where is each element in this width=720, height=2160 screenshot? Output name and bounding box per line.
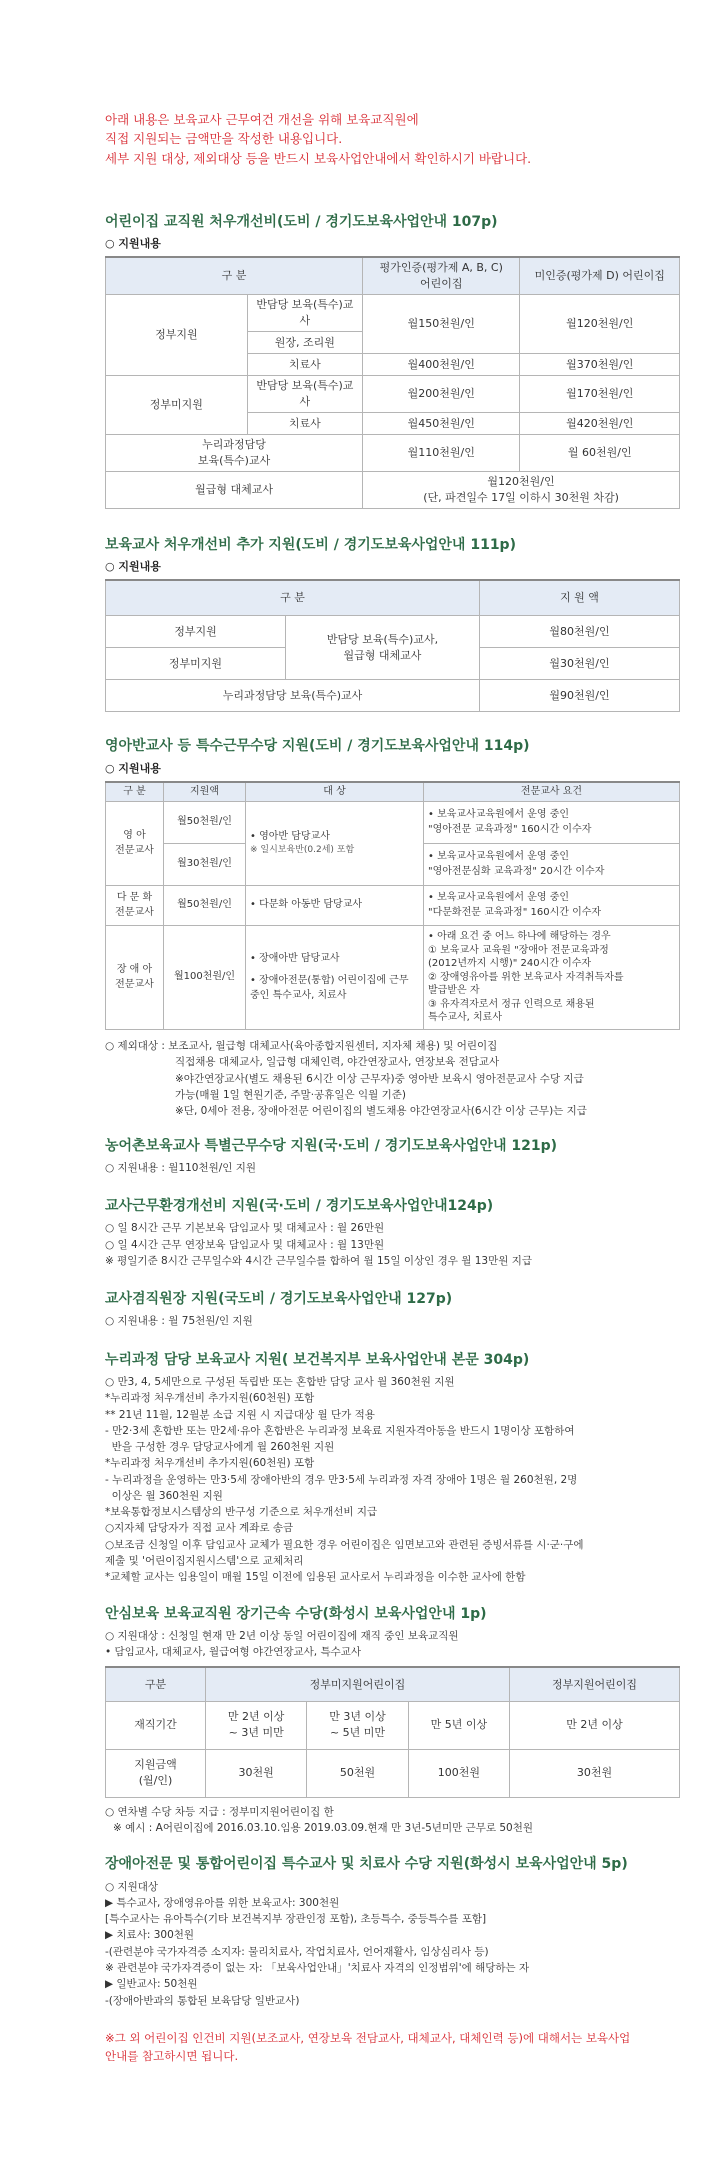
special-allowance-table <box>105 781 680 1031</box>
table-cell: 월30천원/인 <box>480 648 680 680</box>
cell-line: • 장애아전문(통합) 어린이집에 근무 중인 특수교사, 치료사 <box>250 975 409 1001</box>
note-line: ○ 제외대상 : 보조교사, 월급형 대체교사(육아종합지원센터, 지자체 채용) 및 어린이집 <box>105 1040 498 1053</box>
table-cell: 월90천원/인 <box>480 680 680 712</box>
note-line: ○ 지원내용 : 월110천원/인 지원 <box>105 1161 257 1174</box>
footer-line: 안내를 참고하시면 됩니다. <box>105 2049 239 2064</box>
section-title: 교사근무환경개선비 지원(국·도비 / 경기도보육사업안내124p) <box>105 1198 494 1215</box>
table-cell <box>363 471 680 508</box>
section-title: 어린이집 교직원 처우개선비(도비 / 경기도보육사업안내 107p) <box>105 214 498 231</box>
table-cell: 월100천원/인 <box>164 926 246 1030</box>
table-cell: 30천원 <box>206 1749 307 1797</box>
note-line: ○ 연차별 수당 차등 지급 : 정부미지원어린이집 한 <box>105 1805 334 1818</box>
row-sublabel: 반담당 보육(특수)교사, 월급형 대체교사 <box>286 616 480 680</box>
table-cell: 월50천원/인 <box>164 886 246 926</box>
table-cell: 월80천원/인 <box>480 616 680 648</box>
table-header: 정부지원어린이집 <box>510 1667 680 1701</box>
note-line: ※야간연장교사(별도 채용된 6시간 이상 근무자)중 영아반 보육시 영아전문교사 수당 지급 <box>175 1072 584 1085</box>
additional-table <box>105 579 680 713</box>
table-cell: 월120천원/인 <box>520 295 680 354</box>
note-line: • 담임교사, 대체교사, 월급여형 야간연장교사, 특수교사 <box>105 1646 362 1659</box>
table-header: 대 상 <box>246 782 424 802</box>
row-label: 다 문 화 전문교사 <box>106 886 164 926</box>
table-header: 전문교사 요건 <box>424 782 680 802</box>
row-label: 누리과정담당 보육(특수)교사 <box>106 680 480 712</box>
table-cell: 만 2년 이상 ~ 3년 미만 <box>206 1701 307 1749</box>
row-label: 지원금액 (월/인) <box>106 1749 206 1797</box>
note-line: -(장애아반과의 통합된 보육담당 일반교사) <box>105 1994 300 2007</box>
table-cell: • 보육교사교육원에서 운영 중인 "영아전문 교육과정" 160시간 이수자 <box>424 802 680 844</box>
table-header: 지 원 액 <box>480 580 680 616</box>
note-block <box>105 1804 680 1837</box>
section-title: 영아반교사 등 특수근무수당 지원(도비 / 경기도보육사업안내 114p) <box>105 738 530 755</box>
note-line: ○ 일 4시간 근무 연장보육 담임교사 및 대체교사 : 월 13만원 <box>105 1238 385 1251</box>
table-header: 구 분 <box>106 257 363 294</box>
row-sublabel: 반담당 보육(특수)교사 <box>247 376 362 413</box>
table-header: 정부미지원어린이집 <box>206 1667 510 1701</box>
section-title: 장애아전문 및 통합어린이집 특수교사 및 치료사 수당 지원(화성시 보육사업안내 5p) <box>105 1856 628 1873</box>
note-line: ※ 관련분야 국가자격증이 없는 자: 「보육사업안내」'치료사 자격의 인정범위'에 해당하는 자 <box>105 1961 530 1974</box>
row-label: 정부미지원 <box>106 648 286 680</box>
table-cell: 100천원 <box>408 1749 509 1797</box>
row-label: 정부지원 <box>106 616 286 648</box>
table-header: 미인증(평가제 D) 어린이집 <box>520 257 680 294</box>
section-title: 교사겸직원장 지원(국도비 / 경기도보육사업안내 127p) <box>105 1291 453 1308</box>
note-line: ○지자체 담당자가 직접 교사 계좌로 송금 <box>105 1522 294 1535</box>
note-line: *교체할 교사는 임용일이 매월 15일 이전에 임용된 교사로서 누리과정을 이수한 교사에 한함 <box>105 1571 526 1584</box>
table-cell: 만 5년 이상 <box>408 1701 509 1749</box>
section-subtitle: ○ 지원내용 <box>105 761 161 775</box>
note-line: ○ 지원대상 : 신청일 현재 만 2년 이상 동일 어린이집에 재직 중인 보육교직원 <box>105 1629 459 1642</box>
section-title: 농어촌보육교사 특별근무수당 지원(국·도비 / 경기도보육사업안내 121p) <box>105 1137 557 1154</box>
table-cell: 월30천원/인 <box>164 844 246 886</box>
row-label: 정부미지원 <box>106 376 248 435</box>
table-cell <box>246 802 424 886</box>
table-header: 지원액 <box>164 782 246 802</box>
footer-notice <box>105 2029 680 2066</box>
row-sublabel: 원장, 조리원 <box>247 332 362 354</box>
note-line: *누리과정 처우개선비 추가지원(60천원) 포함 <box>105 1457 315 1470</box>
table-cell: • 다문화 아동반 담당교사 <box>246 886 424 926</box>
row-label: 장 애 아 전문교사 <box>106 926 164 1030</box>
table-header: 구 분 <box>106 580 480 616</box>
table-cell: • 아래 요건 중 어느 하나에 해당하는 경우 ① 보육교사 교육원 "장애아 전문교육과정 (2012년까지 시행)" 240시간 이수자 ② 장애영유아를 위한 보육교사 자격취득자를 발급받은 자 ③ 유자격자로서 정규 인력으로 채용된 특수교사, 치료사 <box>424 926 680 1030</box>
note-block <box>105 1220 680 1269</box>
intro-line: 세부 지원 대상, 제외대상 등을 반드시 보육사업안내에서 확인하시기 바랍니다. <box>105 150 532 166</box>
cell-note: ※ 일시보육반(0.2세) 포함 <box>250 845 355 856</box>
note-line: ※단, 0세아 전용, 장애아전문 어린이집의 별도채용 야간연장교사(6시간 이상 근무)는 지급 <box>175 1105 587 1118</box>
note-line: [특수교사는 유아특수(기타 보건복지부 장관인정 포함), 초등특수, 중등특수를 포함] <box>105 1913 487 1926</box>
intro-notice <box>105 110 680 168</box>
row-label: 영 아 전문교사 <box>106 802 164 886</box>
note-line: ▶ 일반교사: 50천원 <box>105 1978 198 1991</box>
section-title: 누리과정 담당 보육교사 지원( 보건복지부 보육사업안내 본문 304p) <box>105 1351 530 1368</box>
note-line: ○ 일 8시간 근무 기본보육 담임교사 및 대체교사 : 월 26만원 <box>105 1222 385 1235</box>
table-cell: 만 2년 이상 <box>510 1701 680 1749</box>
table-cell: 월200천원/인 <box>363 376 520 413</box>
note-line: ※ 평일기준 8시간 근무일수와 4시간 근무일수를 합하여 월 15일 이상인 경우 월 13만원 지급 <box>105 1254 532 1267</box>
table-cell: 월420천원/인 <box>520 412 680 434</box>
long-service-table <box>105 1666 680 1798</box>
note-line: 제출 및 '어린이집지원시스템'으로 교체처리 <box>105 1554 304 1567</box>
intro-line: 직접 지원되는 금액만을 작성한 내용입니다. <box>105 131 343 147</box>
table-cell: 월110천원/인 <box>363 434 520 471</box>
row-label: 재직기간 <box>106 1701 206 1749</box>
section-subtitle: ○ 지원내용 <box>105 560 161 574</box>
row-sublabel: 치료사 <box>247 412 362 434</box>
row-sublabel: 반담당 보육(특수)교사 <box>247 295 362 332</box>
table-header: 구분 <box>106 1667 206 1701</box>
row-label: 월급형 대체교사 <box>106 471 363 508</box>
note-line: ** 21년 11월, 12월분 소급 지원 시 지급대상 월 단가 적용 <box>105 1408 375 1421</box>
note-line: 직접채용 대체교사, 일급형 대체인력, 야간연장교사, 연장보육 전담교사 <box>175 1056 500 1069</box>
table-cell: 월400천원/인 <box>363 354 520 376</box>
note-line: ○ 만3, 4, 5세만으로 구성된 독립반 또는 혼합반 담당 교사 월 360천원 지원 <box>105 1376 455 1389</box>
exclusion-notes <box>105 1038 680 1119</box>
table-cell: • 보육교사교육원에서 운영 중인 "다문화전문 교육과정" 160시간 이수자 <box>424 886 680 926</box>
note-line: 이상은 월 360천원 지원 <box>105 1489 223 1502</box>
section-title: 보육교사 처우개선비 추가 지원(도비 / 경기도보육사업안내 111p) <box>105 536 516 553</box>
table-cell: 월50천원/인 <box>164 802 246 844</box>
note-line: ▶ 특수교사, 장애영유아를 위한 보육교사: 300천원 <box>105 1896 340 1909</box>
footer-line: ※그 외 어린이집 인건비 지원(보조교사, 연장보육 전담교사, 대체교사, 대체인력 등)에 대해서는 보육사업 <box>105 2030 631 2045</box>
note-line: *보육통합정보시스템상의 반구성 기준으로 처우개선비 지급 <box>105 1506 378 1519</box>
cell-line: • 장애아반 담당교사 <box>250 952 340 964</box>
special-teacher-lines <box>105 1879 680 2009</box>
cell-line: • 영아반 담당교사 <box>250 830 330 842</box>
note-line: ○보조금 신청일 이후 담임교사 교체가 필요한 경우 어린이집은 임면보고와 관련된 증빙서류를 시·군·구에 <box>105 1538 584 1551</box>
note-line: ※ 예시 : A어린이집에 2016.03.10.임용 2019.03.09.현재 만 3년-5년미만 근무로 50천원 <box>113 1822 533 1835</box>
table-cell <box>246 926 424 1030</box>
nuri-support-lines <box>105 1374 680 1585</box>
table-cell: 만 3년 이상 ~ 5년 미만 <box>307 1701 408 1749</box>
note-line: ○ 지원내용 : 월 75천원/인 지원 <box>105 1315 253 1328</box>
treatment-table <box>105 256 680 508</box>
cell-line: (단, 파견일수 17일 이하시 30천원 차감) <box>423 490 619 504</box>
table-cell: 월150천원/인 <box>363 295 520 354</box>
table-header: 구 분 <box>106 782 164 802</box>
row-label: 정부지원 <box>106 295 248 376</box>
note-line: *누리과정 처우개선비 추가지원(60천원) 포함 <box>105 1392 315 1405</box>
table-cell: 월450천원/인 <box>363 412 520 434</box>
note-line: ○ 지원대상 <box>105 1880 159 1893</box>
note-line: 가능(매월 1일 현원기준, 주말·공휴일은 익월 기준) <box>175 1089 406 1101</box>
row-label: 누리과정담당 보육(특수)교사 <box>106 434 363 471</box>
row-sublabel: 치료사 <box>247 354 362 376</box>
note-line: ▶ 치료사: 300천원 <box>105 1929 195 1942</box>
cell-line: 월120천원/인 <box>487 474 555 488</box>
note-line: - 만2·3세 혼합반 또는 만2세·유아 혼합반은 누리과정 보육료 지원자격아동을 반드시 1명이상 포함하여 <box>105 1424 575 1437</box>
table-cell: 월170천원/인 <box>520 376 680 413</box>
table-cell: 월 60천원/인 <box>520 434 680 471</box>
note-line: -(관련분야 국가자격증 소지자: 물리치료사, 작업치료사, 언어재활사, 임상심리사 등) <box>105 1945 489 1958</box>
section-title: 안심보육 보육교직원 장기근속 수당(화성시 보육사업안내 1p) <box>105 1605 487 1622</box>
table-header: 평가인증(평가제 A, B, C) 어린이집 <box>363 257 520 294</box>
table-cell: • 보육교사교육원에서 운영 중인 "영아전문심화 교육과정" 20시간 이수자 <box>424 844 680 886</box>
note-line: - 누리과정을 운영하는 만3·5세 장애아반의 경우 만3·5세 누리과정 자격 장애아 1명은 월 260천원, 2명 <box>105 1473 578 1486</box>
table-cell: 30천원 <box>510 1749 680 1797</box>
intro-line: 아래 내용은 보육교사 근무여건 개선을 위해 보육교직원에 <box>105 112 419 127</box>
note-line: 반을 구성한 경우 담당교사에게 월 260천원 지원 <box>105 1441 335 1454</box>
table-cell: 월370천원/인 <box>520 354 680 376</box>
table-cell: 50천원 <box>307 1749 408 1797</box>
section-subtitle: ○ 지원내용 <box>105 237 161 251</box>
